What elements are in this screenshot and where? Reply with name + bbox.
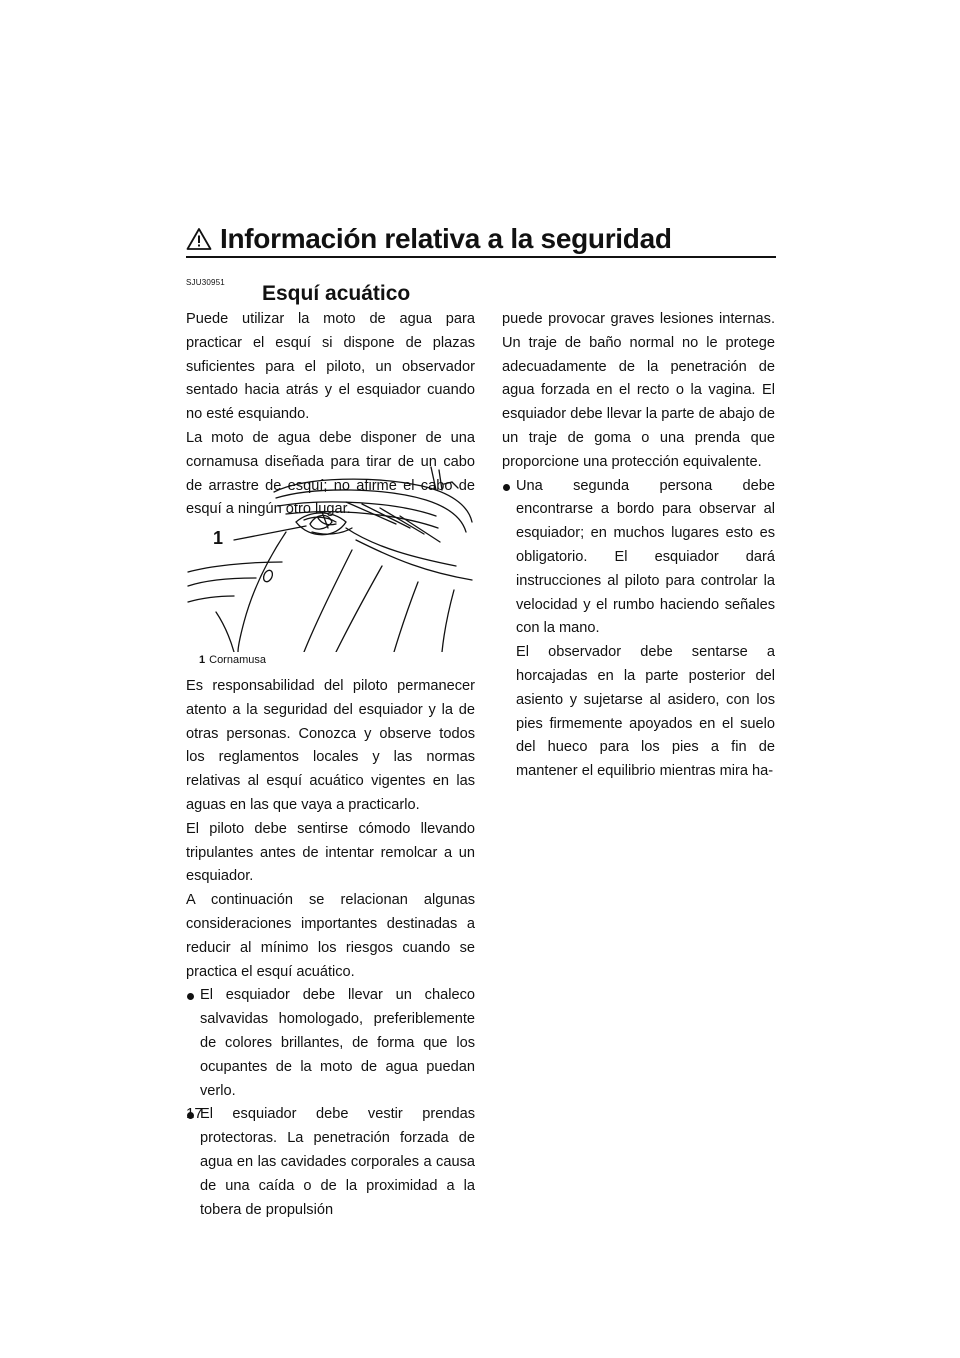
cleat-illustration [186,462,475,652]
section-code: SJU30951 [186,278,225,287]
caption-text: Cornamusa [209,654,266,666]
warning-triangle-icon [186,227,212,251]
caption-number: 1 [199,654,206,666]
list-item-text: El esquiador debe vestir prendas protectoras. La penetración forzada de agua en las cavidades corporales a causa de una caída o de la proximidad a la tobera de propulsión [200,1106,475,1218]
left-column-body [186,675,475,1222]
section-title: Esquí acuático [262,282,411,305]
page-title: Información relativa a la seguridad [220,223,672,254]
page-header [186,222,776,256]
watercraft-rear-drawing [186,462,475,652]
paragraph: El piloto debe sentirse cómodo llevando tripulantes antes de intentar remolcar a un esquiador. [186,820,475,885]
paragraph: La moto de agua debe disponer de una cornamusa diseñada para tirar de un cabo de arrastre de esquí; no afirme el cabo de esquí a ningún otro lugar. [186,429,475,518]
right-column [502,308,775,784]
paragraph: Es responsabilidad del piloto permanecer atento a la seguridad del esquiador y la de otras personas. Conozca y observe todos los reglamentos locales y las normas relativas al esquí acuático vigentes en las aguas en las que vaya a practicarlo. [186,678,475,813]
list-item-text: Una segunda persona debe encontrarse a bordo para observar al esquiador; en muchos lugares esto es obligatorio. El esquiador dará instrucciones al piloto para controlar la velocidad y el rumbo haciendo señales con la mano. [516,477,775,637]
page-number: 17 [186,1105,203,1122]
paragraph: Puede utilizar la moto de agua para practicar el esquí si dispone de plazas suficientes para el piloto, un observador sentado hacia atrás y el esquiador cuando no esté esquiando. [186,311,475,423]
list-item-continuation: El observador debe sentarse a horcajadas en la parte posterior del asiento y sujetarse al asidero, con los pies firmemente apoyados en el suelo del hueco para los pies a fin de mantener el equilibrio mientras mira ha- [516,644,775,780]
callout-number: 1 [213,528,224,548]
header-rule [186,256,776,258]
paragraph: puede provocar graves lesiones internas. Un traje de baño normal no le protege adecuadamente de la penetración de agua forzada en el recto o la vagina. El esquiador debe llevar la parte de abajo de un traje de goma o una prenda que proporcione una protección equivalente. [502,311,775,470]
list-item [502,475,775,642]
list-item [186,1103,475,1222]
bullet-icon [187,993,194,1000]
list-item [186,984,475,1103]
paragraph: A continuación se relacionan algunas consideraciones importantes destinadas a reducir al mínimo los riesgos cuando se practica el esquí acuático. [186,892,475,980]
list-item-text: El esquiador debe llevar un chaleco salvavidas homologado, preferiblemente de colores brillantes, de forma que los ocupantes de la moto de agua puedan verlo. [200,987,475,1099]
bullet-icon [503,484,510,491]
figure-caption [199,653,266,667]
